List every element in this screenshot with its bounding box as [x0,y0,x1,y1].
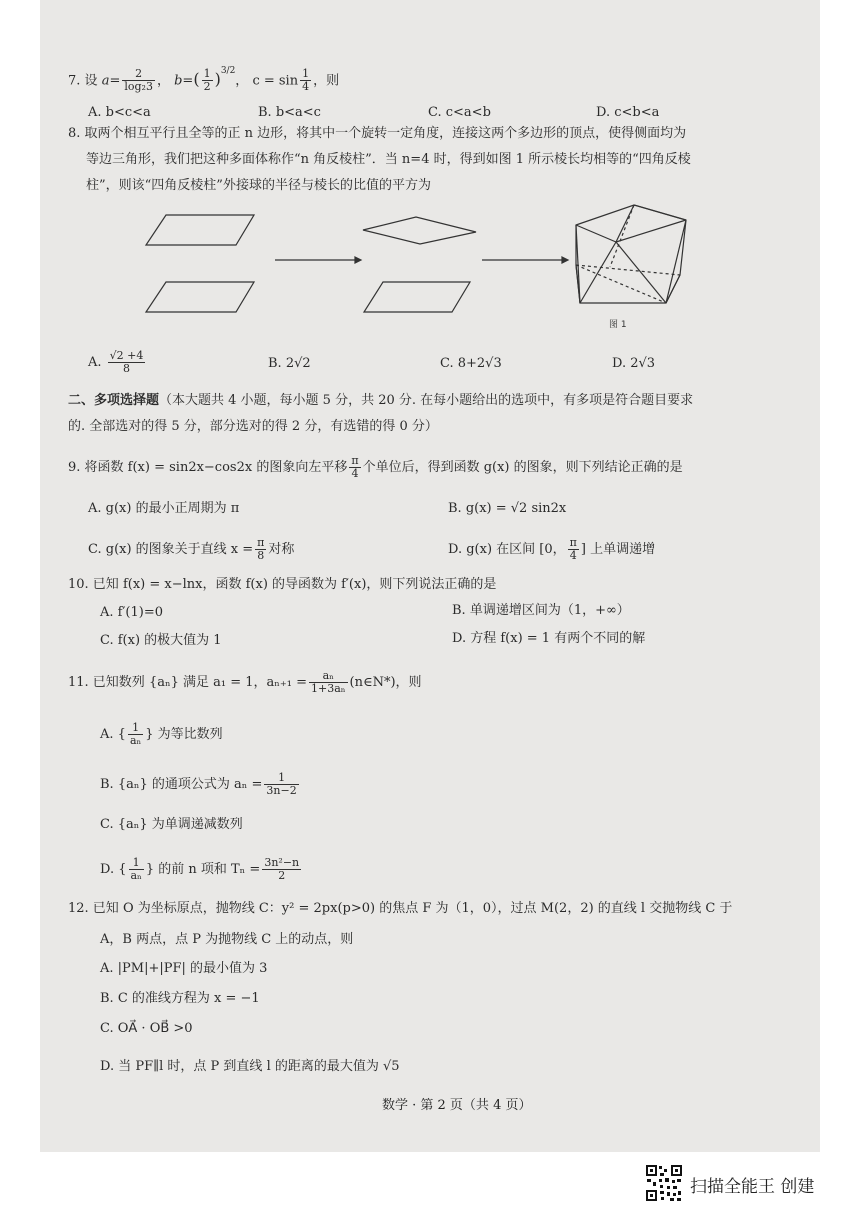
q11-option-d: D. { $\frac{1}{\text{aₙ}}$ } 的前 n 项和 Tₙ = $\frac{\text{3n²−n}}{2}$ [100,856,300,882]
q11-option-a: A. { $\frac{1}{\text{aₙ}}$ } 为等比数列 [100,721,223,747]
q9-option-c: C. g(x) 的图象关于直线 x = $\frac{\pi}{8}$ 对称 [88,536,295,562]
q8-line3: 柱”，则该“四角反棱柱”外接球的半径与棱长的比值的平方为 [86,178,431,193]
q9-option-a: A. g(x) 的最小正周期为 π [88,501,240,516]
section2-instructions: 的. 全部选对的得 5 分，部分选对的得 2 分，有选错的得 0 分） [68,419,438,434]
figure-caption: 图 1 [609,320,627,330]
page-footer: 数学 · 第 2 页（共 4 页） [382,1098,532,1113]
q8-option-b: B. 2√2 [268,356,311,371]
section2-heading: 二、多项选择题（本大题共 4 小题，每小题 5 分，共 20 分. 在每小题给出的选项中，有多项是符合题目要求 [68,393,694,408]
q10-option-d: D. 方程 f(x) = 1 有两个不同的解 [452,631,646,646]
q8-option-a: A. $\frac{√2 +4}{8}$ [88,349,144,375]
q11-stem: 11. 已知数列 {aₙ} 满足 a₁ = 1，aₙ₊₁ = $\frac{\text{aₙ}}{\text{1+3aₙ}}$ (n∈N*)，则 [68,669,422,695]
q10-option-b: B. 单调递增区间为（1，+∞） [452,603,630,618]
q10-option-a: A. f′(1)=0 [100,605,163,620]
q7-option-a: A. b<c<a [88,105,151,120]
q7-option-c: C. c<a<b [428,105,491,120]
q8-option-d: D. 2√3 [612,356,656,371]
qr-code-icon [645,1164,683,1202]
figure-top-square [146,215,254,245]
q12-option-a: A. |PM|+|PF| 的最小值为 3 [100,961,268,976]
scanner-watermark-label: 扫描全能王 创建 [690,1177,815,1197]
q11-option-b: B. {aₙ} 的通项公式为 aₙ = $\frac{1}{3n-2}$ [100,771,297,797]
q7-option-b: B. b<a<c [258,105,321,120]
figure-bottom-square-2 [364,282,470,312]
q8-line1: 8. 取两个相互平行且全等的正 n 边形，将其中一个旋转一定角度，连接这两个多边形的顶点，使得侧面均为 [68,126,687,141]
q12-option-b: B. C 的准线方程为 x = −1 [100,991,260,1006]
q8-figure-antiprism [130,195,730,340]
q12-line2: A，B 两点，点 P 为抛物线 C 上的动点，则 [100,932,354,947]
q9-option-b: B. g(x) = √2 sin2x [448,501,567,516]
q9-option-d: D. g(x) 在区间 [0， $\frac{\pi}{4}$ ] 上单调递增 [448,536,656,562]
figure-bottom-square [146,282,254,312]
q10-stem: 10. 已知 f(x) = x−lnx，函数 f(x) 的导函数为 f′(x)，则下列说法正确的是 [68,577,497,592]
q11-option-c: C. {aₙ} 为单调递减数列 [100,817,243,832]
figure-rotated-square [363,217,476,244]
q10-option-c: C. f(x) 的极大值为 1 [100,633,222,648]
q12-option-d: D. 当 PF∥l 时，点 P 到直线 l 的距离的最大值为 √5 [100,1059,400,1074]
q7-option-d: D. c<b<a [596,105,660,120]
q8-line2: 等边三角形，我们把这种多面体称作“n 角反棱柱”．当 n=4 时，得到如图 1 所示棱长均相等的“四角反棱 [86,152,691,167]
q12-option-c: C. OA⃗ · OB⃗ >0 [100,1021,193,1036]
q7-stem: 7. 设 a= $\frac{2}{\text{log₂3}}$ ， b=( $\frac{1}{2}$ )$^{3/2}$， c = sin $\frac{1}{4}$ ，则 [68,66,340,94]
q9-stem: 9. 将函数 f(x) = sin2x−cos2x 的图象向左平移 $\frac{\pi}{4}$ 个单位后，得到函数 g(x) 的图象，则下列结论正确的是 [68,454,683,480]
q8-option-c: C. 8+2√3 [440,356,502,371]
q12-line1: 12. 已知 O 为坐标原点，抛物线 C：y² = 2px(p>0) 的焦点 F 为（1，0），过点 M(2，2) 的直线 l 交抛物线 C 于 [68,901,733,916]
